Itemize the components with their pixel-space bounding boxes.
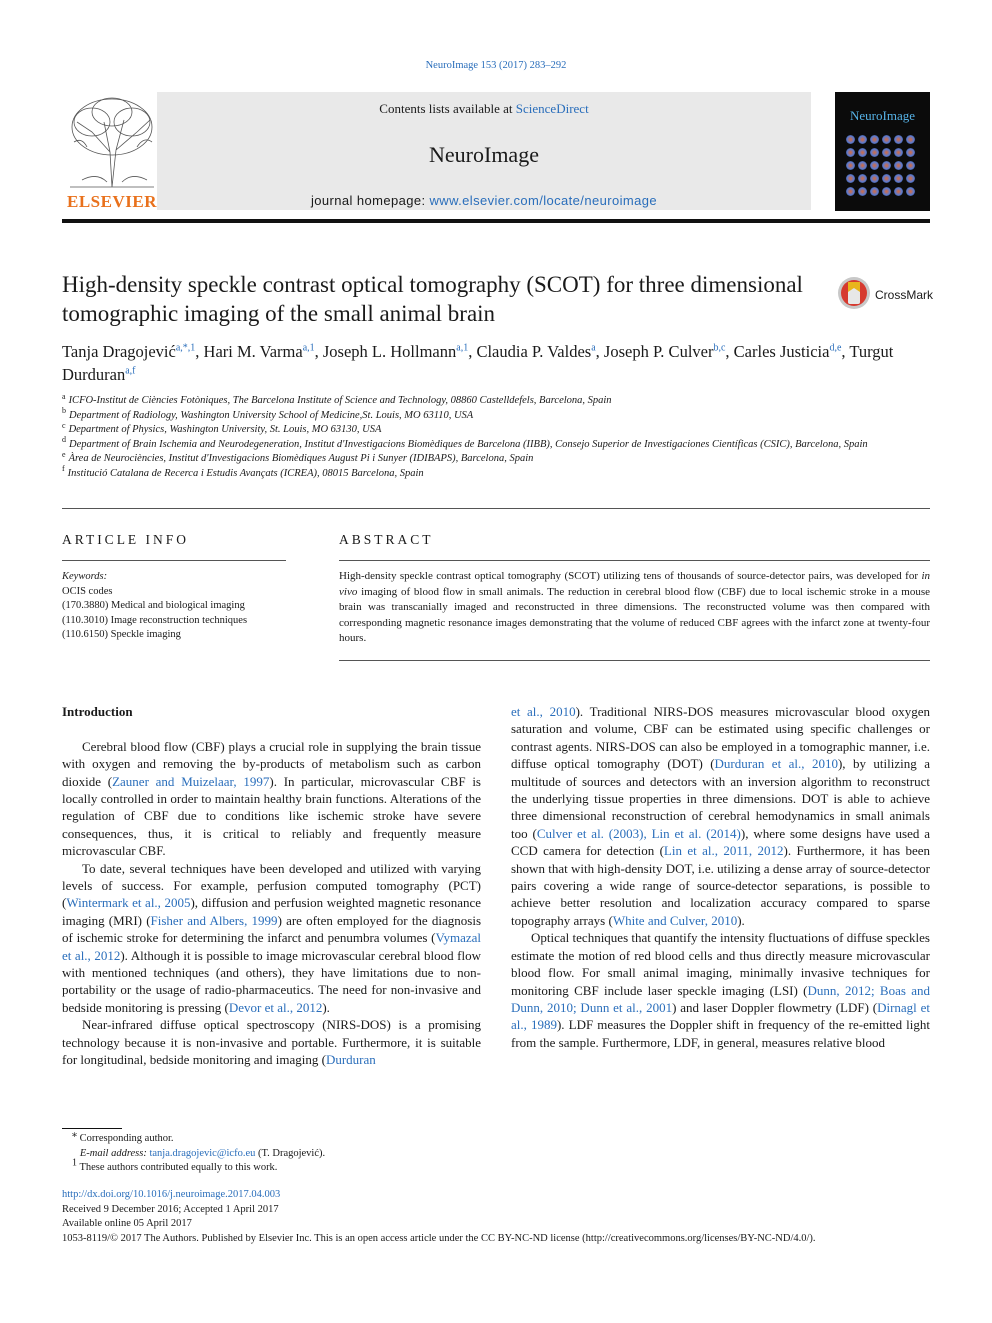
text: Cerebral blood flow (CBF) plays a crucial role in supplying the brain tissue with oxygen and removing the by-products of metabolism such as carbon dioxide ( bbox=[62, 738, 481, 789]
keyword-item: OCIS codes bbox=[62, 585, 113, 597]
author-name[interactable]: Turgut Durduran bbox=[62, 342, 894, 384]
citation-link[interactable]: Lin et al., 2011, 2012 bbox=[663, 843, 784, 859]
affiliation-text: Department of Radiology, Washington University School of Medicine,St. Louis, MO 63110, USA bbox=[69, 409, 474, 421]
affiliation-item bbox=[62, 464, 932, 482]
received-date: Received 9 December 2016; Accepted 1 April 2017 bbox=[62, 1203, 279, 1215]
affiliation-item bbox=[62, 406, 932, 424]
affiliation-item bbox=[62, 435, 932, 453]
affiliation-key: e bbox=[62, 449, 66, 459]
author-separator: , bbox=[468, 342, 477, 361]
footnote-text: These authors contributed equally to this work. bbox=[79, 1162, 278, 1173]
header-divider bbox=[62, 219, 930, 223]
email-owner: (T. Dragojević). bbox=[255, 1147, 326, 1159]
article-info-divider bbox=[62, 560, 286, 561]
keywords-label: Keywords: bbox=[62, 571, 108, 582]
affiliation-text: ICFO-Institut de Ciències Fotòniques, The Barcelona Institute of Science and Technology, 08860 Castelldefels, Barcelona, Spain bbox=[68, 395, 612, 406]
affiliations bbox=[62, 391, 932, 481]
author-separator: , bbox=[195, 342, 204, 361]
author-separator: , bbox=[595, 342, 604, 361]
paragraph bbox=[62, 1016, 481, 1068]
text: ) are often employed for the diagnosis of ischemic stroke for determining the infarct and penumbra volumes ( bbox=[62, 912, 482, 946]
text: To date, several techniques have been developed and utilized with varying levels of success. For example, perfusion computed tomography (PCT) ( bbox=[62, 860, 481, 911]
citation-link[interactable]: Fisher and Albers, 1999 bbox=[150, 912, 278, 928]
author-name[interactable]: Hari M. Varma bbox=[203, 342, 303, 361]
text: ). bbox=[322, 999, 330, 1015]
text: ). bbox=[737, 912, 745, 928]
footnote-corresponding: ⁎ Corresponding author. bbox=[72, 1128, 174, 1144]
section-heading-introduction: Introduction bbox=[62, 704, 133, 719]
author-affiliation-marker[interactable]: a,1 bbox=[456, 342, 469, 354]
cover-title: NeuroImage bbox=[850, 108, 915, 123]
paragraph-continued bbox=[511, 703, 930, 929]
article-info-heading: ARTICLE INFO bbox=[62, 532, 190, 547]
affiliation-item bbox=[62, 391, 932, 409]
paragraph bbox=[511, 929, 930, 1051]
contents-line bbox=[157, 101, 811, 117]
text: ), diffusion and perfusion weighted magnetic resonance imaging (MRI) ( bbox=[62, 895, 481, 928]
author-separator: , bbox=[841, 342, 850, 361]
author-list bbox=[62, 340, 902, 386]
paragraph bbox=[62, 860, 481, 1017]
abstract-end-divider bbox=[339, 660, 930, 661]
author-affiliation-marker[interactable]: b,c bbox=[713, 342, 726, 354]
citation-link[interactable]: Vymazal et al., 2012 bbox=[62, 930, 481, 963]
abstract-part: imaging of blood flow in small animals. The reduction in cerebral blood flow (CBF) due to local ischemic stroke in a mouse brain was transcanially imaged and reconstructed in three dimensions. The reconstructed volume was then compared with corresponding magnetic resonance images demonstrating that the volume of reduced CBF agrees with the infarct zone at twenty-four hours. bbox=[339, 585, 930, 645]
author-name[interactable]: Tanja Dragojević bbox=[62, 342, 176, 361]
author-name[interactable]: Joseph P. Culver bbox=[603, 342, 714, 361]
footnote-email bbox=[62, 1147, 562, 1162]
affiliation-key: f bbox=[62, 464, 65, 473]
citation-link[interactable]: Dirnagl et al., 1989 bbox=[511, 999, 931, 1033]
section-divider bbox=[62, 508, 930, 509]
keywords-block bbox=[62, 570, 302, 643]
footnote-text: Corresponding author. bbox=[79, 1133, 174, 1144]
author-affiliation-marker[interactable]: a,*,1 bbox=[175, 342, 196, 354]
text: Near-infrared diffuse optical spectroscopy (NIRS-DOS) is a promising technology because it is non-invasive and portable. Furthermore, it is suitable for longitudinal, bedside monitoring and imaging ( bbox=[62, 1017, 481, 1068]
journal-homepage-line bbox=[157, 193, 811, 208]
footnote-divider bbox=[62, 1128, 122, 1129]
affiliation-text: Department of Brain Ischemia and Neurodegeneration, Institut d'Investigacions Biomèdiques de Barcelona (IIBB), Consejo Superior de Investigaciones Científicas (CSIC), Barcelona, Spain bbox=[69, 438, 868, 450]
contents-prefix: Contents lists available at bbox=[379, 101, 516, 116]
affiliation-text: Institució Catalana de Recerca i Estudis Avançats (ICREA), 08015 Barcelona, Spain bbox=[67, 467, 424, 479]
text: ). Furthermore, it has been shown that with high-density DOT, i.e. utilizing a dense array of source-detector pairs covering a wide range of source-detector separations, is possible to achieve better resolution and localization accuracy compared to sparse topography arrays ( bbox=[511, 843, 930, 928]
author-name[interactable]: Claudia P. Valdes bbox=[476, 342, 592, 361]
text: ). LDF measures the Doppler shift in frequency of the re-emitted light from the sample. Furthermore, LDF, in general, measures relative blood bbox=[511, 1017, 930, 1050]
doi-link[interactable]: http://dx.doi.org/10.1016/j.neuroimage.2017.04.003 bbox=[62, 1189, 281, 1200]
body-column-right bbox=[511, 703, 930, 1051]
article-meta-footer bbox=[62, 1188, 942, 1246]
affiliation-key: c bbox=[62, 420, 66, 430]
text: ). In particular, microvascular CBF is locally controlled in order to maintain healthy brain functions. Alterations of the regulation of CBF due to conditions like ischemic stroke have severe consequences, thus, it is critical to reliably and frequently measure microvascular CBF. bbox=[62, 773, 481, 859]
abstract-heading: ABSTRACT bbox=[339, 532, 434, 547]
citation-link[interactable]: White and Culver, 2010 bbox=[612, 912, 738, 928]
journal-name: NeuroImage bbox=[429, 142, 539, 167]
keyword-item: (170.3880) Medical and biological imaging bbox=[62, 600, 245, 611]
email-label: E-mail address: bbox=[79, 1147, 147, 1159]
abstract-divider bbox=[339, 560, 930, 561]
affiliation-text: Department of Physics, Washington University, St. Louis, MO 63130, USA bbox=[68, 424, 382, 435]
cover-brain-thumbnails bbox=[846, 135, 920, 196]
license-text: 1053-8119/© 2017 The Authors. Published by Elsevier Inc. This is an open access article under the CC BY-NC-ND license (http://creativecommons.org/licenses/BY-NC-ND/4.0/). bbox=[62, 1232, 816, 1244]
abstract-text bbox=[339, 569, 930, 647]
author-name[interactable]: Carles Justicia bbox=[733, 342, 830, 361]
text: ), by utilizing a multitude of sources and detectors with an inversion algorithm to reconstruct the underlying tissue properties in three dimensions. DOT is able to achieve three dimensional reconstruction of cerebral hemodynamics in small animals too ( bbox=[511, 756, 930, 841]
author-affiliation-marker[interactable]: a bbox=[591, 342, 596, 354]
author-affiliation-marker[interactable]: a,f bbox=[125, 365, 136, 377]
footnote-equal-contribution: $^1$ These authors contributed equally to this work. bbox=[72, 1157, 278, 1173]
journal-citation-link[interactable]: NeuroImage 153 (2017) 283–292 bbox=[425, 60, 567, 71]
crossmark-label[interactable]: CrossMark bbox=[875, 288, 934, 302]
affiliation-text: Àrea de Neurociències, Institut d'Investigacions Biomèdiques August Pi i Sunyer (IDIBAPS), Barcelona, Spain bbox=[68, 453, 534, 464]
paragraph bbox=[62, 738, 481, 860]
text: ). Traditional NIRS-DOS measures microvascular blood oxygen saturation and volume, CBF can be estimated using specific challenges or contrast agents. NIRS-DOS can also be employed in a tomographic manner, i.e. diffuse optical tomography (DOT) ( bbox=[511, 704, 930, 772]
citation-link[interactable]: Culver et al. (2003), Lin et al. (2014) bbox=[536, 825, 741, 841]
author-affiliation-marker[interactable]: a,1 bbox=[302, 342, 315, 354]
abstract-italic: in vivo bbox=[339, 570, 930, 598]
author-separator: , bbox=[725, 342, 734, 361]
article-title: High-density speckle contrast optical tomography (SCOT) for three dimensional tomographic imaging of the small animal brain bbox=[62, 272, 803, 326]
affiliation-item bbox=[62, 420, 932, 438]
citation-link[interactable]: Durduran et al., 2010 bbox=[714, 756, 838, 772]
text: Optical techniques that quantify the intensity fluctuations of diffuse speckles estimate the motion of red blood cells and thus directly measure microvascular blood flow. For small animal imaging, minimally invasive techniques for monitoring CBF include laser speckle imaging (LSI) ( bbox=[511, 930, 930, 998]
text: ). Although it is possible to image microvascular cerebral blood flow with mentioned techniques (and others), they have limitations due to non-portability or the usage of radio-pharmaceutics. The need for non-invasive and bedside monitoring is pressing ( bbox=[62, 947, 482, 1015]
elsevier-wordmark[interactable]: ELSEVIER bbox=[67, 192, 157, 211]
citation-link[interactable]: Devor et al., 2012 bbox=[228, 999, 323, 1015]
affiliation-key: a bbox=[62, 391, 66, 401]
keyword-item: (110.6150) Speckle imaging bbox=[62, 629, 181, 640]
author-separator: , bbox=[314, 342, 323, 361]
affiliation-item bbox=[62, 449, 932, 467]
author-name[interactable]: Joseph L. Hollmann bbox=[322, 342, 457, 361]
email-link[interactable]: tanja.dragojevic@icfo.eu bbox=[149, 1147, 256, 1159]
text: ), where some designs have used a CCD camera for detection ( bbox=[511, 825, 930, 859]
abstract-part: High-density speckle contrast optical tomography (SCOT) utilizing tens of thousands of source-detector pairs, was developed for bbox=[339, 570, 922, 582]
keyword-item: (110.3010) Image reconstruction techniques bbox=[62, 614, 248, 626]
sciencedirect-link[interactable]: ScienceDirect bbox=[515, 101, 589, 116]
citation-link[interactable]: Zauner and Muizelaar, 1997 bbox=[112, 773, 270, 789]
affiliation-key: d bbox=[62, 435, 66, 444]
citation-link[interactable]: Wintermark et al., 2005 bbox=[66, 895, 191, 911]
journal-homepage-link[interactable]: www.elsevier.com/locate/neuroimage bbox=[429, 193, 657, 208]
online-date: Available online 05 April 2017 bbox=[62, 1218, 192, 1229]
body-column-left bbox=[62, 703, 481, 1069]
citation-link[interactable]: Durduran bbox=[325, 1052, 376, 1068]
footnotes bbox=[62, 1128, 562, 1176]
affiliation-key: b bbox=[62, 406, 66, 415]
author-affiliation-marker[interactable]: d,e bbox=[829, 342, 842, 354]
citation-link[interactable]: et al., 2010 bbox=[511, 704, 576, 719]
citation-link[interactable]: Dunn, 2012; Boas and Dunn, 2010; Dunn et al., 2001 bbox=[511, 982, 930, 1015]
homepage-prefix: journal homepage: bbox=[311, 193, 430, 208]
text: ) and laser Doppler flowmetry (LDF) ( bbox=[672, 999, 878, 1015]
